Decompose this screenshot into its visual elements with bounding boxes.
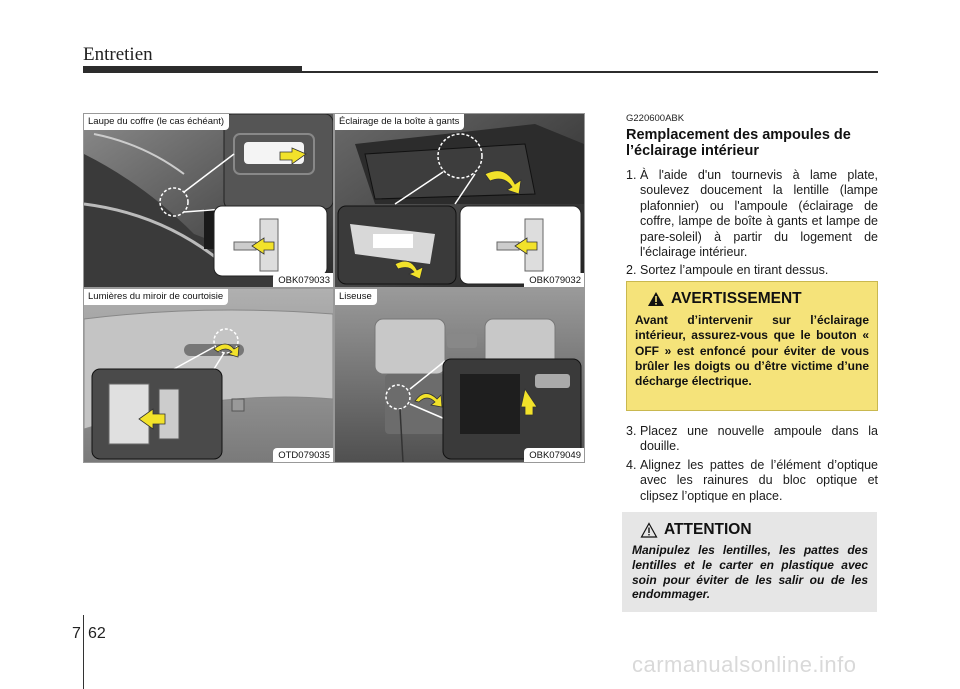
steps-list-b [626, 424, 878, 507]
section-code: G220600ABK [626, 113, 685, 124]
photo-code: OBK079049 [524, 448, 584, 462]
step-item [626, 458, 878, 504]
caution-text: Manipulez les lentilles, les pattes des lentilles et le carter en plastique avec soin pour éviter de les salir ou de les endommager. [632, 543, 868, 602]
photo-code: OBK079033 [273, 273, 333, 287]
steps-list-a [626, 168, 878, 282]
watermark: carmanualsonline.info [632, 652, 857, 677]
photo-trunk-lamp [83, 113, 334, 288]
photo-code: OBK079032 [524, 273, 584, 287]
step-text: Placez une nouvelle ampoule dans la douille. [640, 424, 878, 454]
section-heading: Remplacement des ampoules de l’éclairage intérieur [626, 127, 851, 159]
photo-map-lamp [334, 288, 585, 463]
page-number: 62 [88, 625, 106, 642]
warning-text: Avant d’intervenir sur l’éclairage intérieur, assurez-vous que le bouton « OFF » est enfoncé pour éviter de vous brûler les doigts ou d’être victime d’une décharge électrique. [635, 313, 869, 389]
step-item [626, 168, 878, 260]
photo-label: Éclairage de la boîte à gants [335, 114, 464, 130]
photo-code: OTD079035 [273, 448, 333, 462]
step-item [626, 424, 878, 455]
caution-icon [640, 522, 658, 538]
step-number: 4. [626, 457, 637, 472]
step-text: À l'aide d'un tournevis à lame plate, soulevez doucement la lentille (lampe plafonnier) ou l'ampoule (éclairage de coffre, lampe de boîte à gants et lampe de pare-soleil) à partir du logement de l'éclairage intérieur. [640, 168, 878, 260]
warning-title: AVERTISSEMENT [671, 290, 802, 307]
photo-glovebox-lamp [334, 113, 585, 288]
photo-vanity-mirror-lamp [83, 288, 334, 463]
step-text: Sortez l’ampoule en tirant dessus. [640, 263, 829, 278]
photo-label: Liseuse [335, 289, 377, 305]
warning-box [626, 281, 878, 411]
caution-box [622, 512, 877, 612]
step-item [626, 263, 878, 278]
caution-heading [640, 521, 752, 539]
step-number: 2. [626, 263, 637, 278]
step-text: Alignez les pattes de l’élément d’optique avec les rainures du bloc optique et clipsez l’optique en place. [640, 457, 878, 503]
page-footer-divider [83, 615, 84, 689]
step-number: 1. [626, 168, 637, 182]
warning-icon [647, 291, 665, 307]
page-section-number: 7 [72, 625, 81, 642]
page-header-title: Entretien [83, 44, 153, 65]
photo-label: Lumières du miroir de courtoisie [84, 289, 228, 305]
header-rule-thick [83, 66, 302, 73]
header-rule-thin [302, 71, 878, 73]
warning-heading [647, 290, 802, 308]
caution-title: ATTENTION [664, 521, 752, 538]
photo-label: Laupe du coffre (le cas échéant) [84, 114, 229, 130]
step-number: 3. [626, 424, 637, 438]
